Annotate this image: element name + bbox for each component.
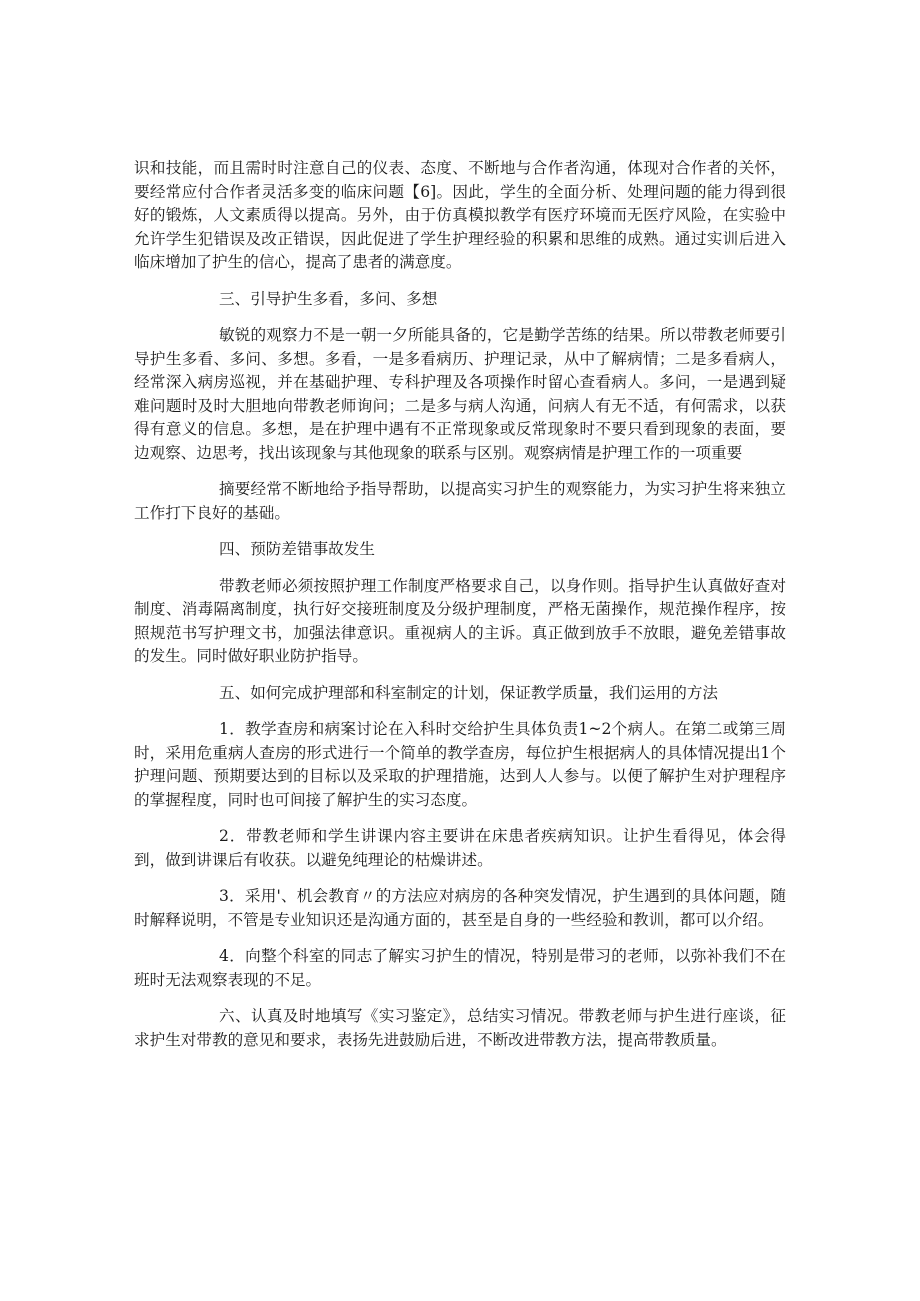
section-heading-3: 三、引导护生多看，多问、多想	[219, 289, 438, 308]
paragraph-observation: 敏锐的观察力不是一朝一夕所能具备的，它是勤学苦练的结果。所以带教老师要引导护生多看、多问、多想。多看，一是多看病历、护理记录，从中了解病情；二是多看病人，经常深入病房巡视，并在基础护理、专科护理及各项操作时留心查看病人。多问，一是遇到疑难问题时及时大胆地向带教老师询问；二是多与病人沟通，问病人有无不适，有何需求，以获得有意义的信息。多想，是在护理中遇有不正常现象或反常现象时不要只看到现象的表面，要边观察、边思考，找出该现象与其他现象的联系与区别。观察病情是护理工作的一项重要	[134, 326, 786, 462]
section-heading-4: 四、预防差错事故发生	[219, 540, 375, 558]
paragraph-error-prevention: 带教老师必须按照护理工作制度严格要求自己，以身作则。指导护生认真做好查对制度、消毒隔离制度，执行好交接班制度及分级护理制度，严格无菌操作，规范操作程序，按照规范书写护理文书，加强法律意识。重视病人的主诉。真正做到放手不放眼，避免差错事故的发生。同时做好职业防护指导。	[134, 576, 786, 665]
section-heading-5: 五、如何完成护理部和科室制定的计划，保证教学质量，我们运用的方法	[219, 683, 719, 702]
list-item-opportunity-education: 3．采用'、机会教育〃的方法应对病房的各种突发情况，护生遇到的具体问题，随时解释说明，不管是专业知识还是沟通方面的，甚至是自身的一些经验和教训，都可以介绍。	[134, 887, 786, 929]
document-body	[134, 157, 786, 1052]
list-item-teaching-rounds: 1．教学查房和病案讨论在入科时交给护生具体负责1~2个病人。在第二或第三周时，采用危重病人查房的形式进行一个简单的教学查房，每位护生根据病人的具体情况提出1个护理问题、预期要达到的目标以及采取的护理措施，达到人人参与。以便了解护生对护理程序的掌握程度，同时也可间接了解护生的实习态度。	[134, 720, 786, 809]
list-item-lectures: 2．带教老师和学生讲课内容主要讲在床患者疾病知识。让护生看得见，体会得到，做到讲课后有收获。以避免纯理论的枯燥讲述。	[134, 827, 786, 869]
paragraph-continuation: 识和技能，而且需时时注意自己的仪表、态度、不断地与合作者沟通，体现对合作者的关怀，要经常应付合作者灵活多变的临床问题【6]。因此，学生的全面分析、处理问题的能力得到很好的锻炼，人文素质得以提高。另外，由于仿真模拟教学有医疗环境而无医疗风险，在实验中允许学生犯错误及改正错误，因此促进了学生护理经验的积累和思维的成熟。通过实训后进入临床增加了护生的信心，提高了患者的满意度。	[134, 159, 786, 271]
section-heading-6-paragraph: 六、认真及时地填写《实习鉴定》，总结实习情况。带教老师与护生进行座谈，征求护生对带教的意见和要求，表扬先进鼓励后进，不断改进带教方法，提高带教质量。	[134, 1007, 786, 1049]
list-item-department-feedback: 4．向整个科室的同志了解实习护生的情况，特别是带习的老师，以弥补我们不在班时无法观察表现的不足。	[134, 947, 786, 989]
paragraph-guidance: 摘要经常不断地给予指导帮助，以提高实习护生的观察能力，为实习护生将来独立工作打下良好的基础。	[134, 480, 786, 522]
